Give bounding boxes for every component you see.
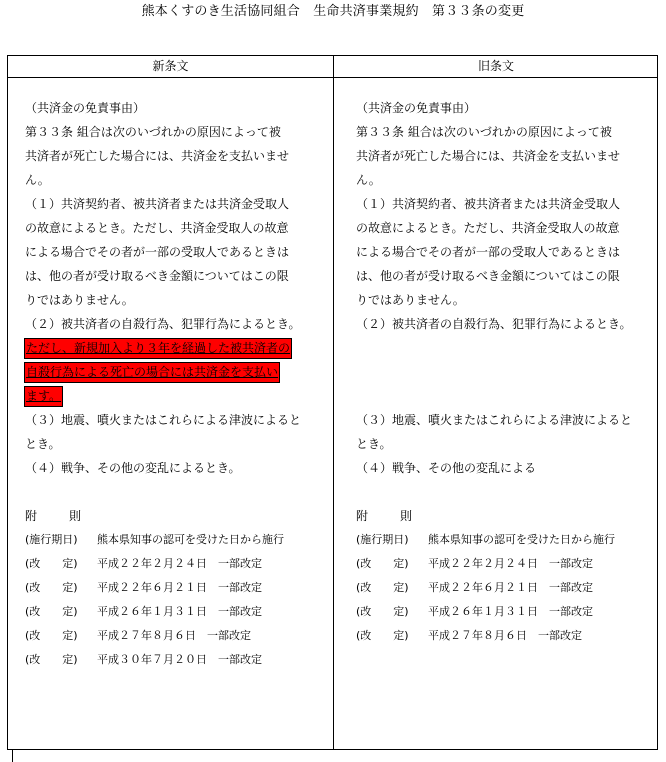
old-line: 第３３条 組合は次のいづれかの原因によって被 [356, 125, 612, 139]
spacer [356, 384, 654, 408]
revision-key: (改 定) [25, 629, 78, 642]
revision-key: (改 定) [356, 605, 409, 618]
new-column-header: 新条文 [152, 59, 189, 73]
highlighted-amendment-line [25, 336, 323, 360]
new-line: による場合でその者が一部の受取人であるときは [25, 245, 290, 259]
old-line: とき。 [356, 437, 392, 451]
revision-key: (施行期日) [356, 533, 409, 546]
revision-value: 平成２２年６月２１日 一部改定 [97, 581, 262, 594]
new-line: りではありません。 [25, 293, 134, 307]
old-line: ん。 [356, 173, 381, 187]
highlighted-amendment-text: 自殺行為による死亡の場合には共済金を支払い [25, 363, 279, 382]
spacer [356, 360, 654, 384]
revision-value: 平成２６年１月３１日 一部改定 [428, 605, 593, 618]
new-line: （３）地震、噴火またはこれらによる津波によると [25, 413, 302, 427]
revision-row [356, 552, 654, 576]
new-line: （１）共済契約者、被共済者または共済金受取人 [25, 197, 290, 211]
revision-key: (施行期日) [25, 533, 78, 546]
new-line: 共済者が死亡した場合には、共済金を支払いませ [25, 149, 290, 163]
old-column-header: 旧条文 [477, 59, 514, 73]
revision-value: 平成２２年２月２４日 一部改定 [97, 557, 262, 570]
new-column-body [25, 96, 323, 672]
revision-row [356, 600, 654, 624]
supplementary-provisions-title: 附 則 [356, 509, 423, 523]
revision-key: (改 定) [356, 557, 409, 570]
spacer [25, 480, 323, 504]
revision-value: 平成２７年８月６日 一部改定 [97, 629, 251, 642]
revision-row [25, 552, 323, 576]
revision-value: 熊本県知事の認可を受けた日から施行 [97, 533, 284, 546]
revision-key: (改 定) [356, 581, 409, 594]
revision-value: 熊本県知事の認可を受けた日から施行 [428, 533, 615, 546]
revision-row [356, 624, 654, 648]
old-line: （３）地震、噴火またはこれらによる津波によると [356, 413, 633, 427]
comparison-table [7, 55, 658, 750]
new-line: （共済金の免責事由） [25, 101, 146, 115]
new-line: 第３３条 組合は次のいづれかの原因によって被 [25, 125, 281, 139]
revision-value: 平成２２年６月２１日 一部改定 [428, 581, 593, 594]
old-line: は、他の者が受け取るべき金額についてはこの限 [356, 269, 620, 283]
revision-value: 平成３０年７月２０日 一部改定 [97, 653, 262, 666]
old-line: りではありません。 [356, 293, 465, 307]
old-column-body [356, 96, 654, 648]
highlighted-amendment-line [25, 384, 323, 408]
highlighted-amendment-text: ます。 [25, 387, 62, 406]
revision-key: (改 定) [25, 581, 78, 594]
text-cursor-mark [12, 750, 13, 762]
revision-row [356, 576, 654, 600]
revision-row [25, 528, 323, 552]
new-line: （２）被共済者の自殺行為、犯罪行為によるとき。 [25, 317, 301, 331]
revision-key: (改 定) [356, 629, 409, 642]
column-divider [333, 56, 334, 749]
spacer [356, 480, 654, 504]
revision-row [25, 648, 323, 672]
old-line: の故意によるとき。ただし、共済金受取人の故意 [356, 221, 620, 235]
revision-key: (改 定) [25, 557, 78, 570]
new-line: （４）戦争、その他の変乱によるとき。 [25, 461, 241, 475]
old-line: （共済金の免責事由） [356, 101, 477, 115]
revision-value: 平成２２年２月２４日 一部改定 [428, 557, 593, 570]
new-line: の故意によるとき。ただし、共済金受取人の故意 [25, 221, 289, 235]
supplementary-provisions-title: 附 則 [25, 509, 92, 523]
revision-key: (改 定) [25, 605, 78, 618]
new-line: ん。 [25, 173, 50, 187]
document-title: 熊本くすのき生活協同組合 生命共済事業規約 第３３条の変更 [141, 4, 525, 19]
spacer [356, 336, 654, 360]
old-line: （２）被共済者の自殺行為、犯罪行為によるとき。 [356, 317, 632, 331]
revision-value: 平成２６年１月３１日 一部改定 [97, 605, 262, 618]
old-line: （４）戦争、その他の変乱による [356, 461, 537, 475]
revision-row [25, 576, 323, 600]
revision-row [25, 624, 323, 648]
revision-row [356, 528, 654, 552]
revision-row [25, 600, 323, 624]
old-line: （１）共済契約者、被共済者または共済金受取人 [356, 197, 621, 211]
new-line: は、他の者が受け取るべき金額についてはこの限 [25, 269, 289, 283]
revision-value: 平成２７年８月６日 一部改定 [428, 629, 582, 642]
revision-key: (改 定) [25, 653, 78, 666]
old-line: による場合でその者が一部の受取人であるときは [356, 245, 621, 259]
highlighted-amendment-text: ただし、新規加入より３年を経過した被共済者の [25, 339, 291, 358]
highlighted-amendment-line [25, 360, 323, 384]
old-line: 共済者が死亡した場合には、共済金を支払いませ [356, 149, 621, 163]
new-line: とき。 [25, 437, 61, 451]
header-divider [8, 77, 657, 78]
